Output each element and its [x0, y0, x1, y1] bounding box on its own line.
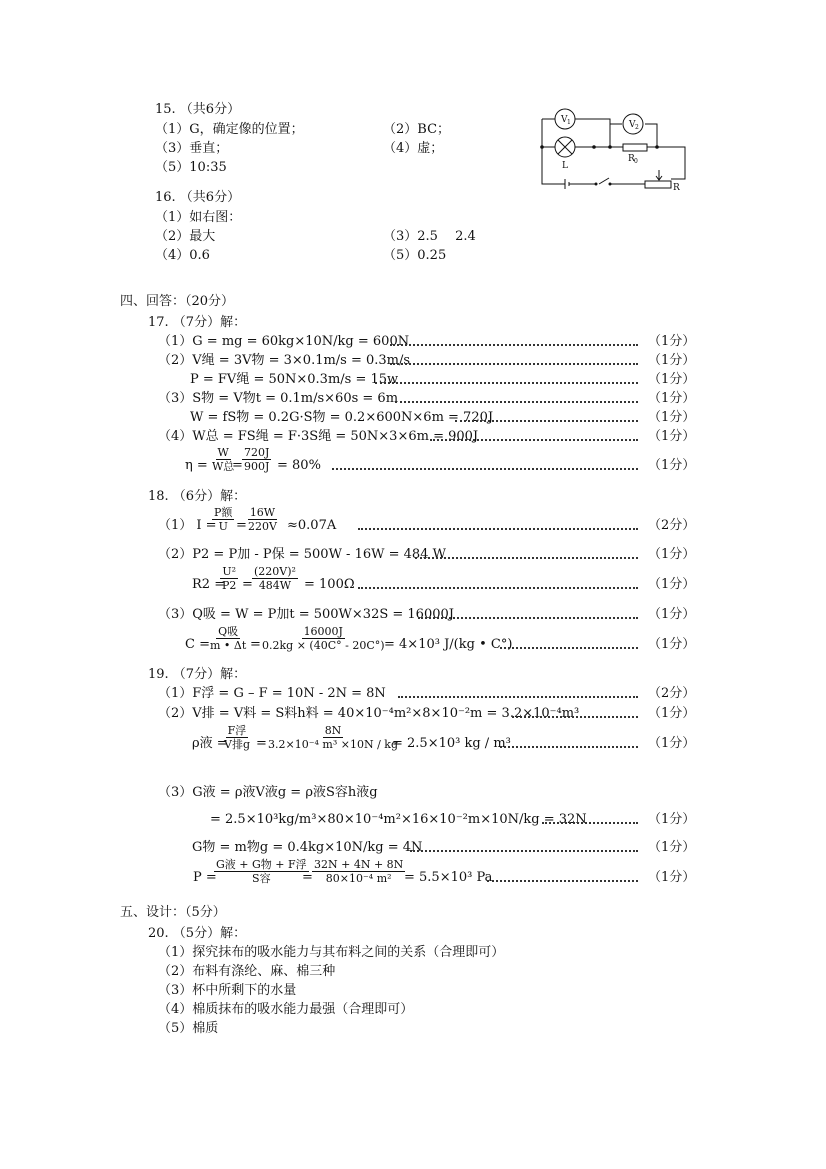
q19-score-6: （1分）: [648, 840, 696, 855]
v1-label: V: [561, 115, 568, 125]
r0-sub: 0: [634, 158, 638, 165]
q15-answer-4: （4）虚；: [383, 141, 444, 156]
q20-answer-1: （1）探究抹布的吸水能力与其布料之间的关系（合理即可）: [158, 945, 505, 960]
q18-fraction-5b: $\frac{16000J}{0.2kg \times (40C^\circ - 20C^\circ)}$: [262, 625, 385, 652]
q18-line-5-eq: =: [250, 637, 261, 652]
q17-line-5: W = fS物 = 0.2G·S物 = 0.2×600N×6m = 720J: [190, 410, 494, 425]
q17-line-4: （3）S物 = V物t = 0.1m/s×60s = 6m: [158, 391, 399, 406]
section-4-heading: 四、回答：（20分）: [120, 294, 235, 309]
q20-answer-3: （3）杯中所剩下的水量: [158, 983, 297, 998]
q15-answer-1: （1）G，确定像的位置；: [155, 122, 304, 137]
q16-answer-5: （5）0.25: [383, 248, 447, 263]
q18-score-4: （1分）: [648, 607, 696, 622]
q17-line-2: （2）V绳 = 3V物 = 3×0.1m/s = 0.3m/s: [158, 353, 411, 368]
q18-fraction-3b: $\frac{\text{(220V)²}}{484W}$: [254, 565, 296, 592]
q19-fraction-3a: F浮 V排g: [224, 724, 250, 751]
q17-eta-rhs: = 80%: [277, 458, 321, 473]
q19-line-2: （2）V排 = V料 = S料h料 = 40×10⁻⁴m²×8×10⁻²m = 3.2×10⁻⁴m³: [158, 706, 580, 721]
q18-line-5-post: = 4×10³ J/(kg • C°): [384, 637, 513, 652]
q18-line-5-pre: C =: [185, 637, 210, 652]
q19-line-1: （1）F浮 = G – F = 10N - 2N = 8N: [158, 686, 386, 701]
q20-answer-4: （4）棉质抹布的吸水能力最强（合理即可）: [158, 1002, 414, 1017]
q17-score-6: （1分）: [648, 429, 696, 444]
q17-title: 17. （7分）解：: [148, 315, 247, 330]
q16-answer-4: （4）0.6: [155, 248, 210, 263]
q16-answer-1: （1）如右图：: [155, 210, 242, 225]
q19-line-7-post: = 5.5×10³ Pa: [404, 870, 493, 885]
q17-score-3: （1分）: [648, 372, 696, 387]
v1-sub: 1: [567, 119, 571, 126]
q17-eta-fraction-1: W W总: [212, 446, 235, 473]
q18-fraction-5a: Q吸 m • Δt: [210, 625, 247, 652]
lamp-label: L: [562, 161, 568, 171]
q18-line-3-post: = 100Ω: [304, 577, 355, 592]
v2-label: V: [629, 120, 636, 130]
q19-score-1: （2分）: [648, 686, 696, 701]
q18-fraction-3a: $\frac{\text{U²}}{P2}$: [222, 565, 237, 592]
q15-answer-2: （2）BC；: [383, 122, 451, 137]
q19-score-5: （1分）: [648, 812, 696, 827]
q18-line-4: （3）Q吸 = W = P加t = 500W×32S = 16000J: [158, 607, 454, 622]
q19-line-3-pre: ρ液 =: [192, 736, 228, 751]
q17-line-1: （1）G = mg = 60kg×10N/kg = 600N: [158, 334, 410, 349]
q19-line-7-pre: P =: [193, 870, 217, 885]
q18-line-3-pre: R2 =: [192, 577, 226, 592]
q19-line-3-post: = 2.5×10³ kg / m³: [392, 736, 511, 751]
q18-line-3-eq: =: [242, 577, 253, 592]
q17-eta-lhs: η =: [185, 458, 208, 473]
q18-fraction-1b: $\frac{16W}{220V}$: [248, 506, 277, 533]
q15-answer-5: （5）10:35: [155, 160, 227, 175]
q19-score-2: （1分）: [648, 706, 696, 721]
q18-score-5: （1分）: [648, 637, 696, 652]
rheostat-label: R: [673, 183, 680, 193]
q16-answer-2: （2）最大: [155, 229, 216, 244]
q17-line-6: （4）W总 = FS绳 = F·3S绳 = 50N×3×6m = 900J: [158, 429, 479, 444]
q18-score-3: （1分）: [648, 577, 696, 592]
q19-fraction-3b: $\frac{8N}{\text{3.2×10⁻⁴ m³ ×10N / kg}}$: [268, 724, 399, 751]
q16-title: 16. （共6分）: [155, 190, 241, 205]
circuit-diagram: [535, 104, 695, 196]
q18-line-1-eq: =: [236, 518, 247, 533]
q19-score-3: （1分）: [648, 736, 696, 751]
q15-answer-3: （3）垂直；: [155, 141, 229, 156]
q17-line-3: P = FV绳 = 50N×0.3m/s = 15w: [190, 372, 399, 387]
q17-score-4: （1分）: [648, 391, 696, 406]
q18-fraction-1a: P额 U: [214, 506, 233, 533]
v2-sub: 2: [635, 124, 639, 131]
q20-answer-2: （2）布料有涤纶、麻、棉三种: [158, 964, 336, 979]
q20-title: 20. （5分）解：: [148, 926, 247, 941]
q20-answer-5: （5）棉质: [158, 1021, 219, 1036]
q17-score-1: （1分）: [648, 334, 696, 349]
q19-fraction-7a: G液 + G物 + F浮 S容: [216, 858, 307, 885]
q19-line-5: = 2.5×10³kg/m³×80×10⁻⁴m²×16×10⁻²m×10N/kg = 32N: [210, 812, 587, 827]
q19-score-7: （1分）: [648, 870, 696, 885]
q18-line-1-post: ≈0.07A: [287, 518, 337, 533]
section-5-heading: 五、设计：（5分）: [120, 905, 226, 920]
q19-fraction-7b: $\frac{32N + 4N + 8N}{\text{80×10⁻⁴ m²}}$: [314, 858, 404, 885]
q19-line-4: （3）G液 = ρ液V液g = ρ液S容h液g: [158, 785, 378, 800]
q17-score-2: （1分）: [648, 353, 696, 368]
q19-title: 19. （7分）解：: [148, 667, 247, 682]
q19-line-3-eq: =: [256, 736, 267, 751]
q17-score-7: （1分）: [648, 458, 696, 473]
q15-title: 15. （共6分）: [155, 102, 241, 117]
q17-eta-equals: =: [232, 458, 243, 473]
q18-line-1-pre: （1） I =: [158, 518, 217, 533]
q18-score-2: （1分）: [648, 547, 696, 562]
q18-line-2: （2）P2 = P加 - P保 = 500W - 16W = 484 W: [158, 547, 446, 562]
q18-title: 18. （6分）解：: [148, 489, 247, 504]
q19-line-6: G物 = m物g = 0.4kg×10N/kg = 4N: [192, 840, 423, 855]
q17-score-5: （1分）: [648, 410, 696, 425]
q19-line-7-eq: =: [302, 870, 313, 885]
r0-label: R: [628, 154, 635, 164]
q18-score-1: （2分）: [648, 518, 696, 533]
q16-answer-3: （3）2.5 2.4: [383, 229, 476, 244]
q17-eta-fraction-2: $\frac{720J}{900J}$: [244, 446, 270, 473]
